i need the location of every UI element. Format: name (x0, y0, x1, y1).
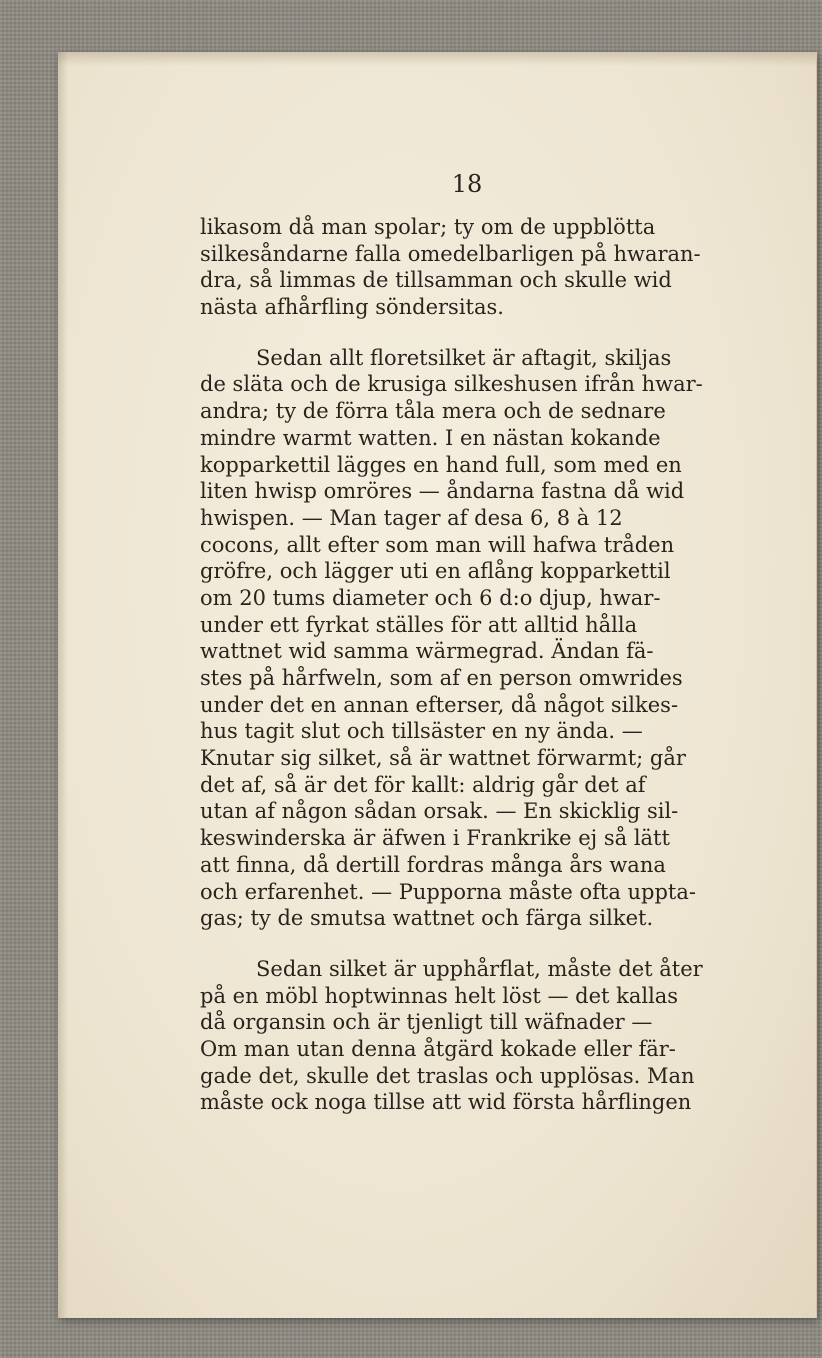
paragraph (200, 214, 822, 321)
text-line: och erfarenhet. — Pupporna måste ofta uppta- (200, 879, 696, 904)
paragraph (200, 345, 822, 932)
text-line: på en möbl hoptwinnas helt löst — det kallas (200, 983, 679, 1008)
text-line: de släta och de krusiga silkeshusen ifrån hwar- (200, 372, 703, 397)
body-text (200, 214, 822, 1116)
text-line: då organsin och är tjenligt till wäfnader — (200, 1010, 653, 1035)
text-line: mindre warmt watten. I en nästan kokande (200, 425, 661, 450)
text-line: stes på hårfweln, som af en person omwrides (200, 666, 683, 690)
text-line: gröfre, och lägger uti en aflång kopparkettil (200, 559, 671, 584)
page-left-shadow (58, 52, 68, 1318)
text-line: det af, så är det för kallt: aldrig går det af (200, 772, 646, 797)
text-line: silkesåndarne falla omedelbarligen på hwaran- (200, 241, 701, 266)
text-line: att finna, då dertill fordras många års wana (200, 852, 666, 877)
text-line: om 20 tums diameter och 6 d:o djup, hwar- (200, 585, 661, 610)
text-line: nästa afhårfling söndersitas. (200, 295, 504, 320)
text-line: dra, så limmas de tillsamman och skulle wid (200, 268, 672, 293)
text-line: måste ock noga tillse att wid första hårflingen (200, 1090, 692, 1115)
text-line: Sedan silket är upphårflat, måste det åter (256, 956, 703, 981)
paragraph (200, 956, 822, 1116)
page-top-shadow (58, 52, 816, 66)
text-line: cocons, allt efter som man will hafwa tråden (200, 532, 675, 557)
text-line: gas; ty de smutsa wattnet och färga silket. (200, 906, 654, 931)
text-line: keswinderska är äfwen i Frankrike ej så lätt (200, 826, 670, 851)
text-line: hwispen. — Man tager af desa 6, 8 à 12 (200, 505, 623, 530)
paragraph-gap (200, 932, 822, 956)
text-line: kopparkettil lägges en hand full, som med en (200, 452, 682, 477)
text-line: Knutar sig silket, så är wattnet förwarmt; går (200, 746, 686, 771)
text-line: wattnet wid samma wärmegrad. Ändan fä- (200, 639, 654, 664)
text-line: andra; ty de förra tåla mera och de sednare (200, 399, 666, 424)
text-line: hus tagit slut och tillsäster en ny ända. — (200, 719, 643, 744)
text-line: liten hwisp omröres — åndarna fastna då wid (200, 479, 685, 504)
book-page (58, 52, 817, 1318)
text-line: under ett fyrkat ställes för att alltid hålla (200, 612, 638, 637)
text-line: Om man utan denna åtgärd kokade eller fär- (200, 1036, 676, 1061)
text-line: Sedan allt floretsilket är aftagit, skiljas (256, 345, 672, 370)
paragraph-gap (200, 321, 822, 345)
page-number: 18 (451, 170, 483, 198)
text-line: gade det, skulle det traslas och upplösas. Man (200, 1063, 695, 1088)
text-line: utan af någon sådan orsak. — En skicklig sil- (200, 799, 679, 824)
text-line: under det en annan efterser, då något silkes- (200, 692, 679, 717)
text-line: likasom då man spolar; ty om de uppblötta (200, 215, 656, 239)
